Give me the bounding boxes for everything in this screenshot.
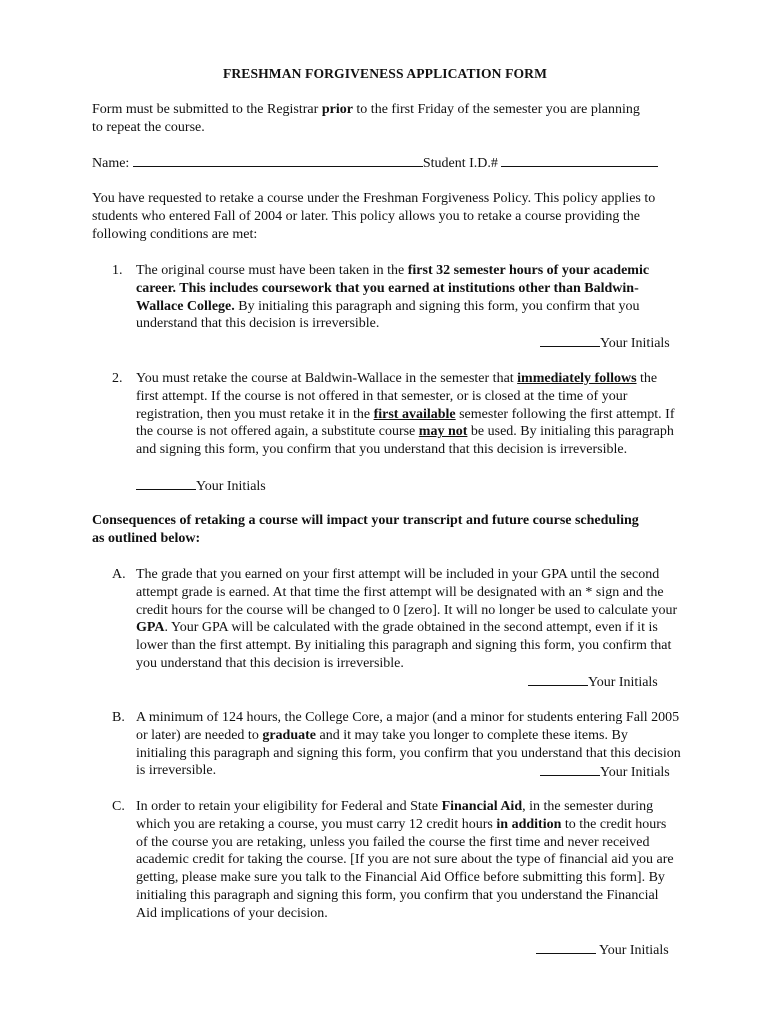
initials-label: Your Initials xyxy=(600,336,670,351)
initials-field-2[interactable] xyxy=(136,477,266,496)
initials-label: Your Initials xyxy=(600,765,670,780)
policy-description: You have requested to retake a course under the Freshman Forgiveness Policy. This policy applies to students who entered Fall of 2004 or later. This policy allows you to retake a course providing the following conditions are met: xyxy=(92,191,656,242)
condition-1-text: The original course must have been taken in the first 32 semester hours of your academic career. This includes coursework that you earned at institutions other than Baldwin-Wallace College. By initialing this paragraph and signing this form, you confirm that you understand that this decision is irreversible. xyxy=(136,263,650,332)
initials-field-a[interactable] xyxy=(528,673,658,692)
consequence-letter: A. xyxy=(112,567,126,582)
condition-2-text: You must retake the course at Baldwin-Wallace in the semester that immediately follows the first attempt. If the course is not offered in that semester, or is closed at the time of your registration, then you must retake it in the first available semester following the first attempt. If the course is not offered again, a substitute course may not be used. By initialing this paragraph and signing this form, you confirm that you understand that this decision is irreversible. xyxy=(136,371,675,458)
initials-field-1[interactable] xyxy=(540,334,670,353)
name-field[interactable] xyxy=(133,154,423,167)
initials-blank[interactable] xyxy=(528,673,588,686)
submission-instructions: Form must be submitted to the Registrar prior to the first Friday of the semester you are planning to repeat the course. xyxy=(92,102,640,135)
condition-number: 1. xyxy=(112,263,123,278)
initials-label: Your Initials xyxy=(196,479,266,494)
student-id-label: Student I.D.# xyxy=(422,156,498,171)
name-label: Name: xyxy=(92,156,130,171)
initials-blank[interactable] xyxy=(540,763,600,776)
student-id-field[interactable] xyxy=(501,154,658,167)
name-id-row xyxy=(92,154,658,173)
initials-field-b[interactable] xyxy=(540,763,670,782)
consequence-c-text: In order to retain your eligibility for Federal and State Financial Aid, in the semester during which you are retaking a course, you must carry 12 credit hours in addition to the credit hours of the course you are retaking, unless you failed the course the first time and never received academic credit for taking the course. [If you are not sure about the type of financial aid you are getting, please make sure you talk to the Financial Aid Office before submitting this form]. By initialing this paragraph and signing this form, you confirm that you understand the Financial Aid implications of your decision. xyxy=(136,799,674,921)
initials-blank[interactable] xyxy=(540,334,600,347)
initials-blank[interactable] xyxy=(536,941,596,954)
consequence-b-text: A minimum of 124 hours, the College Core, a major (and a minor for students entering Fall 2005 or later) are needed to graduate and it may take you longer to complete these items. By initialing this paragraph and signing this form, you confirm that you understand that this decision is irreversible. xyxy=(136,710,681,779)
initials-blank[interactable] xyxy=(136,477,196,490)
initials-field-c[interactable] xyxy=(536,941,669,960)
initials-label: Your Initials xyxy=(598,943,669,958)
consequences-heading: Consequences of retaking a course will impact your transcript and future course scheduling as outlined below: xyxy=(92,513,639,546)
consequence-a-text: The grade that you earned on your first attempt will be included in your GPA until the second attempt grade is earned. At that time the first attempt will be designated with an * sign and the credit hours for the course will be changed to 0 [zero]. It will no longer be used to calculate your GPA. Your GPA will be calculated with the grade obtained in the second attempt, even if it is lower than the first attempt. By initialing this paragraph and signing this form, you confirm that you understand that this decision is irreversible. xyxy=(136,567,678,671)
condition-number: 2. xyxy=(112,371,123,386)
consequence-letter: B. xyxy=(112,710,125,725)
form-title: FRESHMAN FORGIVENESS APPLICATION FORM xyxy=(222,66,548,81)
initials-label: Your Initials xyxy=(588,675,658,690)
consequence-letter: C. xyxy=(112,799,125,814)
